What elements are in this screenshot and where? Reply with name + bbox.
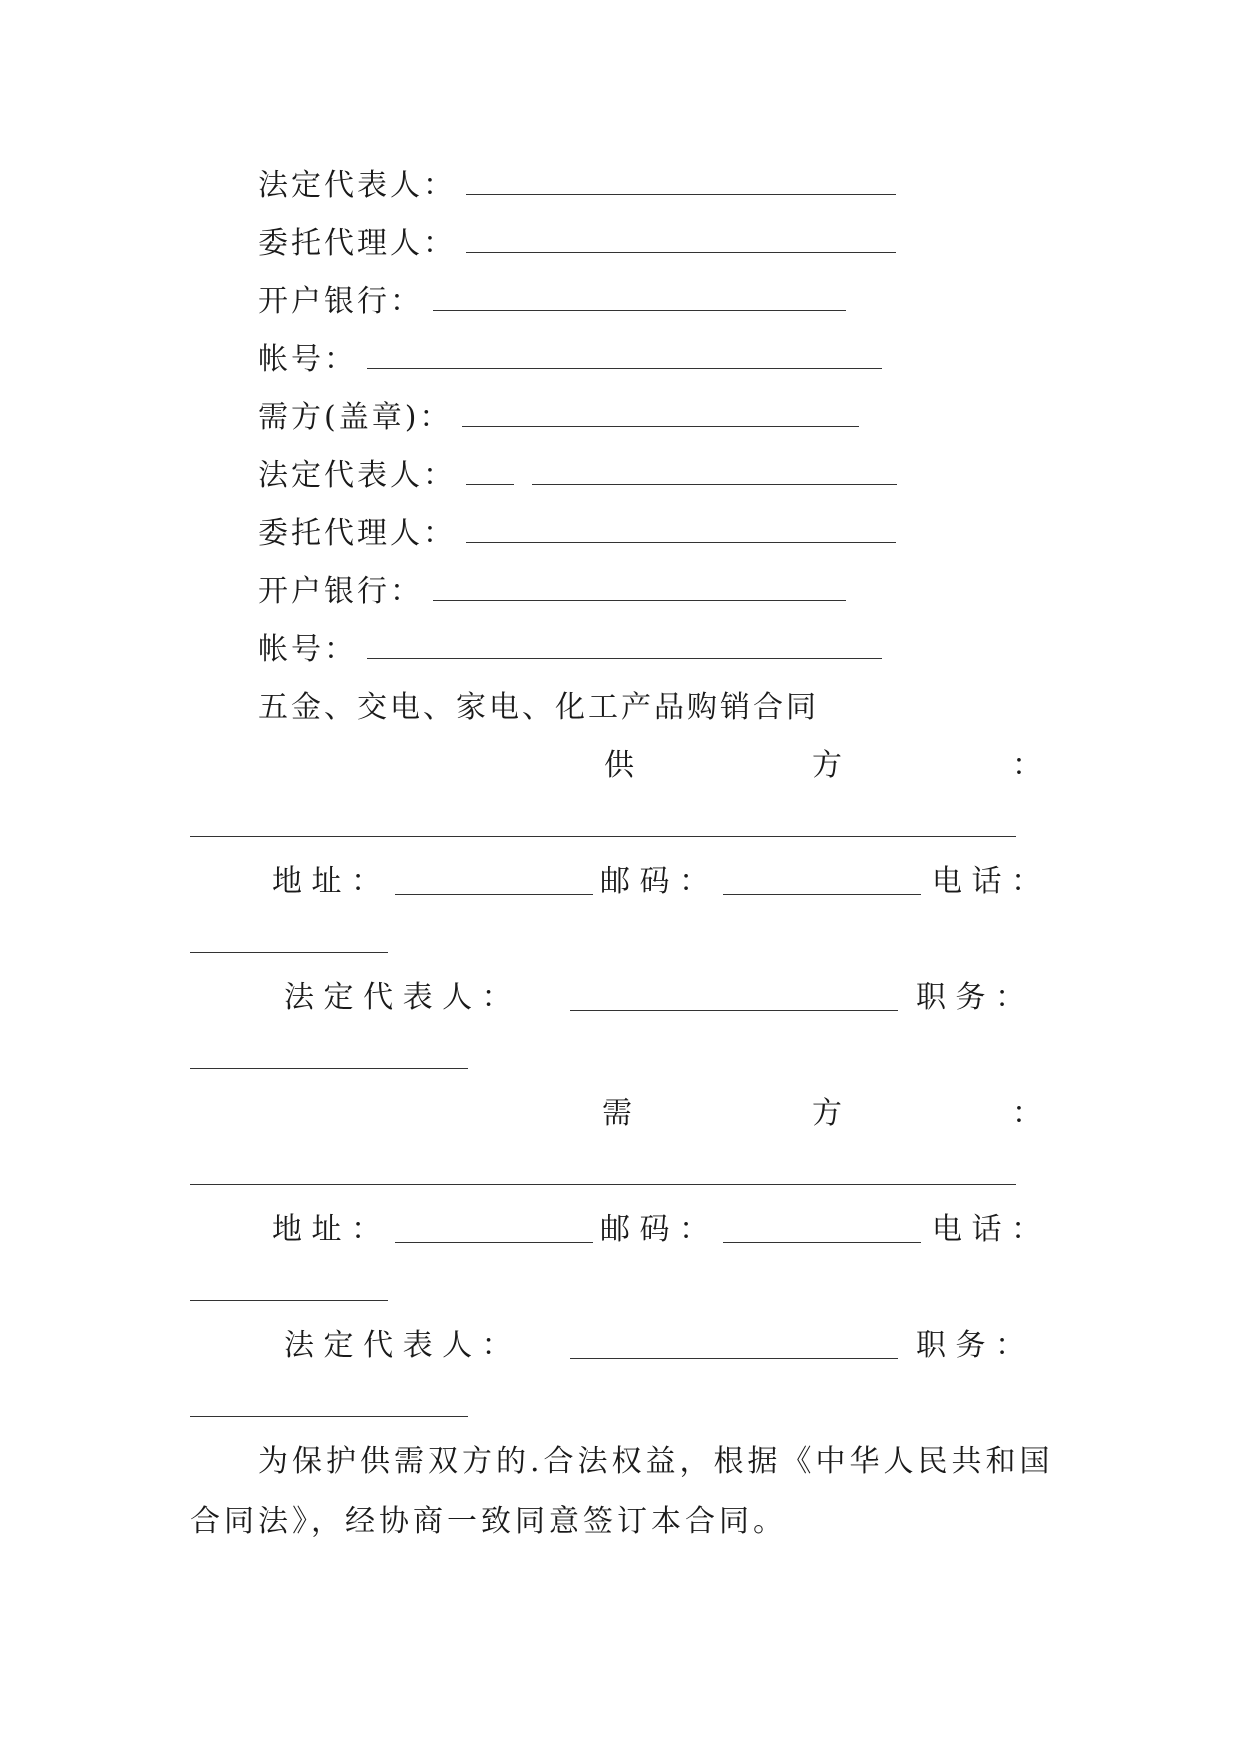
address-label: 地 址 ： <box>272 1212 382 1247</box>
position-label: 职 务 ： <box>916 980 1026 1015</box>
agent-label: 委托代理人： <box>258 226 456 261</box>
preamble-line-2: 合同法》，经协商一致同意签订本合同。 <box>190 1504 787 1539</box>
supplier-name-blank[interactable] <box>190 836 1016 837</box>
supplier-legal-row <box>190 976 1040 1020</box>
account-line-1 <box>258 338 882 382</box>
legal-rep-blank-short[interactable] <box>466 458 514 485</box>
bank-label: 开户银行： <box>258 574 423 609</box>
buyer-char-1: 需 <box>602 1096 632 1131</box>
legal-rep-blank[interactable] <box>570 1358 898 1359</box>
account-blank[interactable] <box>367 632 882 659</box>
postcode-label: 邮 码 ： <box>600 864 710 899</box>
account-blank[interactable] <box>367 342 882 369</box>
buyer-legal-row <box>190 1324 1040 1368</box>
buyer-char-2: 方 <box>812 1096 842 1131</box>
position-blank[interactable] <box>190 1416 468 1417</box>
buyer-seal-line <box>258 396 859 440</box>
preamble-line-1: 为保护供需双方的.合法权益，根据《中华人民共和国 <box>258 1444 1054 1479</box>
supplier-char-2: 方 <box>812 748 842 783</box>
legal-rep-label: 法定代表人： <box>258 458 456 493</box>
agent-line-1 <box>258 222 896 266</box>
supplier-char-1: 供 <box>604 748 634 783</box>
postcode-blank[interactable] <box>723 1242 921 1243</box>
buyer-seal-label: 需方(盖章)： <box>258 400 453 435</box>
agent-label: 委托代理人： <box>258 516 456 551</box>
bank-line-2 <box>258 570 846 614</box>
supplier-party-row <box>190 744 1040 788</box>
buyer-name-blank[interactable] <box>190 1184 1016 1185</box>
phone-blank[interactable] <box>190 952 388 953</box>
address-blank[interactable] <box>395 1242 593 1243</box>
address-blank[interactable] <box>395 894 593 895</box>
bank-label: 开户银行： <box>258 284 423 319</box>
contract-title: 五金、交电、家电、化工产品购销合同 <box>258 690 819 725</box>
legal-rep-blank[interactable] <box>532 458 897 485</box>
buyer-colon: ： <box>1012 1096 1042 1131</box>
legal-rep-label: 法 定 代 表 人 ： <box>284 1328 512 1363</box>
account-line-2 <box>258 628 882 672</box>
agent-blank[interactable] <box>466 226 896 253</box>
bank-line-1 <box>258 280 846 324</box>
supplier-colon: ： <box>1012 748 1042 783</box>
bank-blank[interactable] <box>433 574 846 601</box>
bank-blank[interactable] <box>433 284 846 311</box>
buyer-contact-row <box>190 1208 1040 1252</box>
buyer-seal-blank[interactable] <box>462 400 859 427</box>
phone-blank[interactable] <box>190 1300 388 1301</box>
legal-rep-blank[interactable] <box>570 1010 898 1011</box>
buyer-party-row <box>190 1092 1040 1136</box>
phone-label: 电 话 ： <box>932 1212 1042 1247</box>
account-label: 帐号： <box>258 342 357 377</box>
address-label: 地 址 ： <box>272 864 382 899</box>
legal-rep-label: 法定代表人： <box>258 168 456 203</box>
position-blank[interactable] <box>190 1068 468 1069</box>
legal-rep-label: 法 定 代 表 人 ： <box>284 980 512 1015</box>
supplier-contact-row <box>190 860 1040 904</box>
agent-blank[interactable] <box>466 516 896 543</box>
phone-label: 电 话 ： <box>932 864 1042 899</box>
agent-line-2 <box>258 512 896 556</box>
legal-rep-line-1 <box>258 164 896 208</box>
account-label: 帐号： <box>258 632 357 667</box>
position-label: 职 务 ： <box>916 1328 1026 1363</box>
legal-rep-line-2 <box>258 454 897 498</box>
postcode-blank[interactable] <box>723 894 921 895</box>
legal-rep-blank[interactable] <box>466 168 896 195</box>
postcode-label: 邮 码 ： <box>600 1212 710 1247</box>
